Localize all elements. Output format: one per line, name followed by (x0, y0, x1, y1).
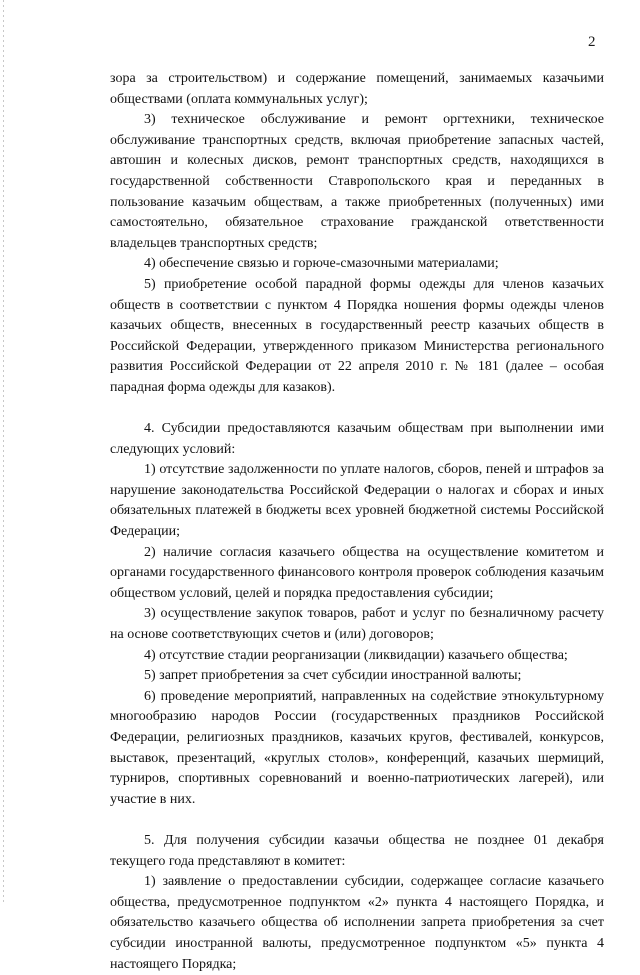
section-5-heading: 5. Для получения субсидии казачьи общества не позднее 01 декабря текущего года представляют в комитет: (110, 832, 604, 869)
paragraph-item-3: 3) техническое обслуживание и ремонт оргтехники, техническое обслуживание транспортных средств, включая приобретение запасных частей, автошин и колесных дисков, ремонт транспортных средств, находящихся в государственной собственности Ставропольского края и переданных в пользование казачьим обществам, а также приобретенных (полученных) ими самостоятельно, обязательное страхование гражданской ответственности владельцев транспортных средств; (110, 112, 604, 251)
paragraph-item-5: 5) приобретение особой парадной формы одежды для членов казачьих обществ в соответствии с пунктом 4 Порядка ношения формы одежды членов казачьих обществ, внесенных в государственный реестр казачьих обществ в Российской Федерации, утвержденного приказом Министерства регионального развития Российской Федерации от 22 апреля 2010 г. № 181 (далее – особая парадная форма одежды для казаков). (110, 276, 604, 395)
paragraph-item-4: 4) обеспечение связью и горюче-смазочными материалами; (144, 256, 499, 272)
condition-item-5: 5) запрет приобретения за счет субсидии иностранной валюты; (144, 668, 522, 684)
paragraph-continuation: зора за строительством) и содержание помещений, занимаемых казачьими обществами (оплата коммунальных услуг); (110, 71, 604, 107)
condition-item-1: 1) отсутствие задолженности по уплате налогов, сборов, пеней и штрафов за нарушение законодательства Российской Федерации о налогах и сборах и иных обязательных платежей в бюджеты всех уровней бюджетной системы Российской Федерации; (110, 462, 604, 540)
condition-item-4: 4) отсутствие стадии реорганизации (ликвидации) казачьего общества; (144, 647, 568, 663)
scan-edge-line (3, 0, 4, 905)
page-number: 2 (588, 34, 596, 50)
submission-item-1: 1) заявление о предоставлении субсидии, содержащее согласие казачьего общества, предусмотренное подпунктом «2» пункта 4 настоящего Порядка, и обязательство казачьего общества об исполнении запрета приобретения за счет субсидии иностранной валюты, предусмотренное подпунктом «5» пункта 4 настоящего Порядка; (110, 874, 604, 972)
condition-item-3: 3) осуществление закупок товаров, работ и услуг по безналичному расчету на основе соответствующих счетов и (или) договоров; (110, 606, 604, 643)
condition-item-2: 2) наличие согласия казачьего общества на осуществление комитетом и органами государственного финансового контроля проверок соблюдения казачьим обществом условий, целей и порядка предоставления субсидии; (110, 544, 604, 601)
section-4-heading: 4. Субсидии предоставляются казачьим обществам при выполнении ими следующих условий: (110, 421, 604, 457)
document-body (110, 69, 604, 975)
condition-item-6: 6) проведение мероприятий, направленных на содействие этнокультурному многообразию народов России (государственных праздников Российской Федерации, религиозных праздников, казачьих кругов, фестивалей, конкурсов, выставок, презентаций, «круглых столов», конференций, казачьих шермиций, турниров, спортивных соревнований и военно-патриотических лагерей), или участие в них. (110, 688, 604, 807)
